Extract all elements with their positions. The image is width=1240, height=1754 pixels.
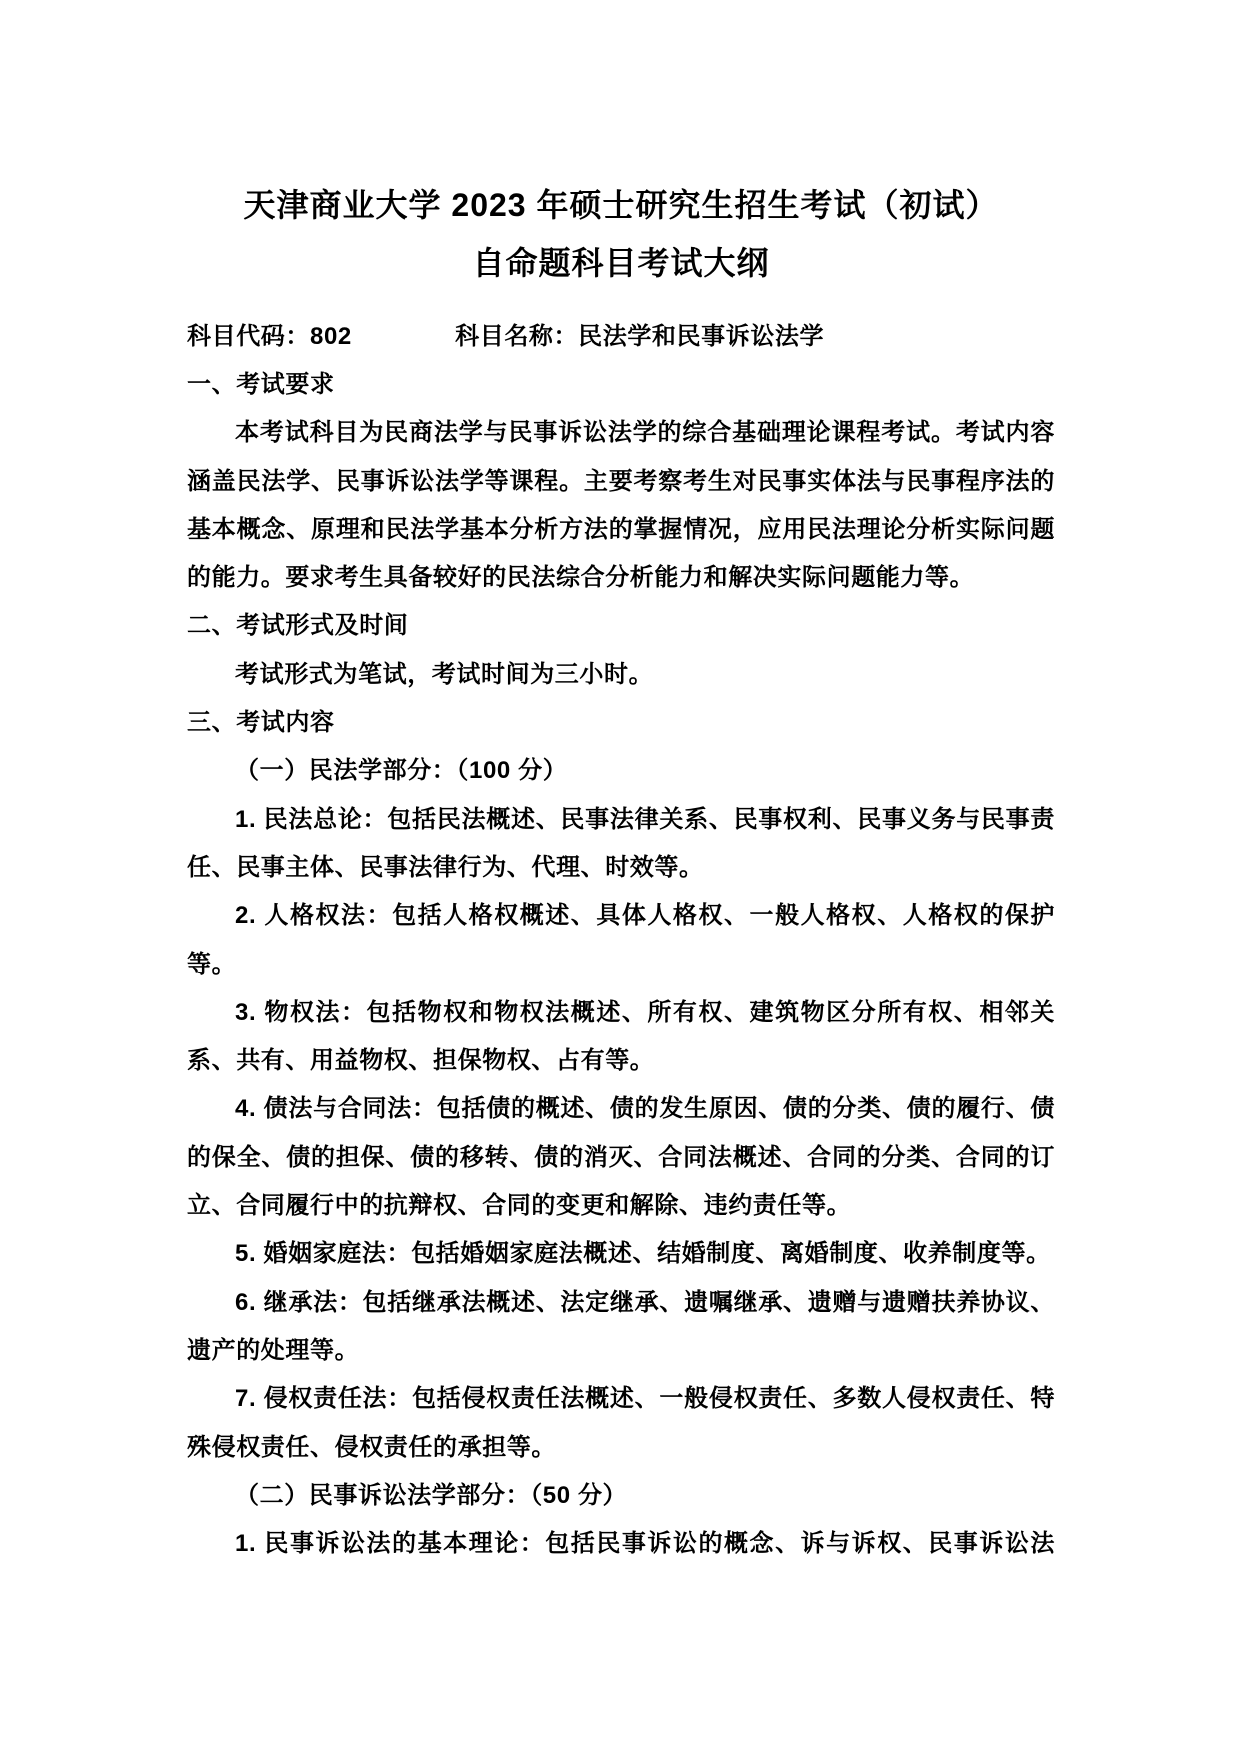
document-title-line2: 自命题科目考试大纲 bbox=[472, 245, 770, 281]
item-marriage-family-law: 5. 婚姻家庭法：包括婚姻家庭法概述、结婚制度、离婚制度、收养制度等。 bbox=[235, 1240, 1051, 1268]
subject-meta-row bbox=[187, 313, 1055, 361]
document-content bbox=[187, 186, 1055, 1568]
subsection-heading-civil-law-part: （一）民法学部分：（100 分） bbox=[235, 757, 568, 785]
paragraph-exam-format-time: 考试形式为笔试，考试时间为三小时。 bbox=[235, 660, 654, 688]
subsection-heading-civil-procedure-part: （二）民事诉讼法学部分：（50 分） bbox=[235, 1481, 628, 1509]
subject-code-label: 科目代码：802 bbox=[187, 323, 352, 350]
item-civil-law-general-theory: 1. 民法总论：包括民法概述、民事法律关系、民事权利、民事义务与民事责任、民事主体、民事法律行为、代理、时效等。 bbox=[187, 805, 1055, 881]
item-obligations-contract-law: 4. 债法与合同法：包括债的概述、债的发生原因、债的分类、债的履行、债的保全、债的担保、债的移转、债的消灭、合同法概述、合同的分类、合同的订立、合同履行中的抗辩权、合同的变更和解除、违约责任等。 bbox=[187, 1095, 1055, 1220]
section-heading-exam-format-time: 二、考试形式及时间 bbox=[187, 612, 409, 640]
item-civil-procedure-basic-theory: 1. 民事诉讼法的基本理论：包括民事诉讼的概念、诉与诉权、民事诉讼法 bbox=[235, 1530, 1055, 1558]
section-heading-exam-content: 三、考试内容 bbox=[187, 709, 335, 737]
item-personality-rights-law: 2. 人格权法：包括人格权概述、具体人格权、一般人格权、人格权的保护等。 bbox=[187, 902, 1055, 978]
item-tort-liability-law: 7. 侵权责任法：包括侵权责任法概述、一般侵权责任、多数人侵权责任、特殊侵权责任、侵权责任的承担等。 bbox=[187, 1385, 1055, 1461]
item-property-law: 3. 物权法：包括物权和物权法概述、所有权、建筑物区分所有权、相邻关系、共有、用益物权、担保物权、占有等。 bbox=[187, 998, 1055, 1075]
paragraph-exam-requirements: 本考试科目为民商法学与民事诉讼法学的综合基础理论课程考试。考试内容涵盖民法学、民事诉讼法学等课程。主要考察考生对民事实体法与民事程序法的基本概念、原理和民法学基本分析方法的掌握情况，应用民法理论分析实际问题的能力。要求考生具备较好的民法综合分析能力和解决实际问题能力等。 bbox=[187, 419, 1055, 592]
document-body bbox=[187, 361, 1055, 1568]
section-heading-exam-requirements: 一、考试要求 bbox=[187, 371, 335, 398]
subject-name-label: 科目名称：民法学和民事诉讼法学 bbox=[455, 323, 825, 350]
document-title-line1: 天津商业大学 2023 年硕士研究生招生考试（初试） bbox=[243, 187, 999, 223]
item-inheritance-law: 6. 继承法：包括继承法概述、法定继承、遗嘱继承、遗赠与遗赠扶养协议、遗产的处理等。 bbox=[187, 1288, 1055, 1364]
